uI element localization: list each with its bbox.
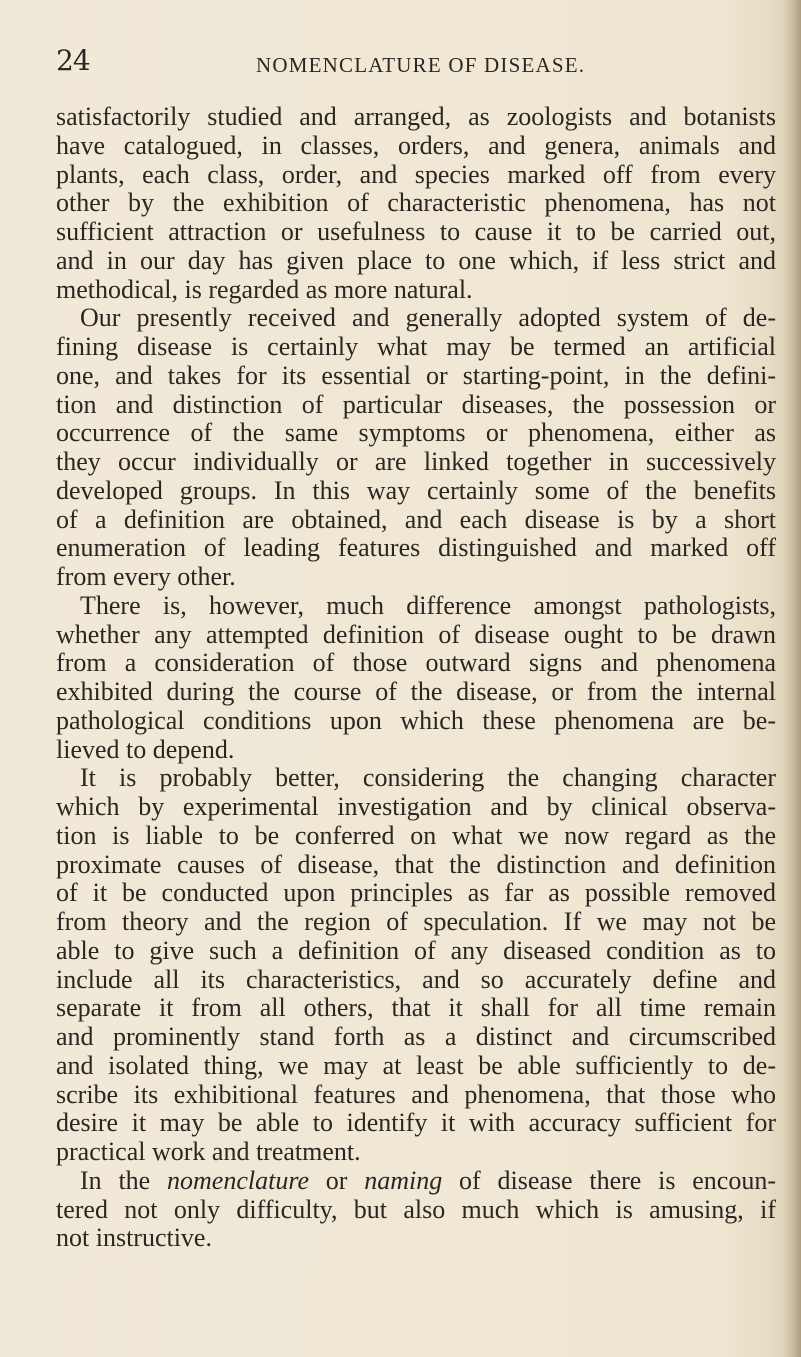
text-line: and prominently stand forth as a distinct and circumscribed (56, 1022, 776, 1051)
italic-term-naming: naming (364, 1165, 443, 1195)
text-line: whether any attempted definition of disease ought to be drawn (56, 619, 776, 649)
text-line: enumeration of leading features distinguished and marked off (56, 533, 776, 563)
text-line: lieved to depend. (56, 734, 235, 764)
text-line: scribe its exhibitional features and phenomena, that those who (56, 1079, 776, 1109)
text-line: other by the exhibition of characteristic phenomena, has not (56, 188, 776, 218)
text-line: separate it from all others, that it shall for all time remain (56, 993, 776, 1023)
text-line: methodical, is regarded as more natural. (56, 274, 473, 304)
text-line: proximate causes of disease, that the distinction and definition (56, 849, 776, 879)
text-line: fining disease is certainly what may be termed an artificial (56, 332, 776, 361)
running-head: NOMENCLATURE OF DISEASE. (256, 53, 586, 77)
italic-term-nomenclature: nomenclature (167, 1165, 310, 1195)
text-line: they occur individually or are linked together in successively (56, 447, 776, 476)
page-number: 24 (56, 44, 90, 77)
text-line: pathological conditions upon which these phenomena are be- (56, 705, 776, 735)
text-line: satisfactorily studied and arranged, as zoologists and botanists (56, 102, 776, 131)
text-line: developed groups. In this way certainly some of the benefits (56, 475, 776, 505)
text-line: have catalogued, in classes, orders, and genera, animals and (56, 130, 776, 160)
text-fragment: of disease there is encoun- (442, 1165, 777, 1195)
text-line: one, and takes for its essential or starting-point, in the defini- (56, 360, 776, 390)
text-line: from theory and the region of speculation. If we may not be (56, 907, 776, 936)
text-line: practical work and treatment. (56, 1137, 361, 1166)
text-line: occurrence of the same symptoms or phenomena, either as (56, 418, 776, 448)
text-fragment: or (309, 1165, 365, 1195)
page-edge-shadow (783, 0, 801, 1357)
text-line: include all its characteristics, and so accurately define and (56, 964, 776, 994)
text-line: not instructive. (56, 1223, 212, 1253)
text-line: which by experimental investigation and by clinical observa- (56, 792, 776, 821)
text-line: from a consideration of those outward signs and phenomena (56, 648, 776, 678)
text-line: tered not only difficulty, but also much which is amusing, if (56, 1194, 776, 1224)
text-line: of a definition are obtained, and each disease is by a short (56, 504, 776, 534)
text-line: able to give such a definition of any diseased condition as to (56, 935, 776, 965)
text-line: desire it may be able to identify it with accuracy sufficient for (56, 1108, 776, 1138)
text-line: It is probably better, considering the changing character (80, 763, 776, 793)
text-line: plants, each class, order, and species marked off from every (56, 159, 776, 189)
text-line: There is, however, much difference amongst pathologists, (80, 590, 776, 620)
text-line: tion and distinction of particular diseases, the possession or (56, 389, 776, 419)
text-line: exhibited during the course of the disease, or from the internal (56, 677, 776, 706)
text-line: from every other. (56, 562, 236, 591)
text-line: and in our day has given place to one which, if less strict and (56, 245, 776, 275)
text-line (56, 1167, 776, 1196)
body-text (56, 103, 776, 1253)
text-line: of it be conducted upon principles as far as possible removed (56, 878, 776, 908)
text-fragment: In the (80, 1165, 168, 1195)
text-line: Our presently received and generally adopted system of de- (80, 303, 776, 333)
text-line: tion is liable to be conferred on what we now regard as the (56, 820, 776, 850)
text-line: and isolated thing, we may at least be able sufficiently to de- (56, 1050, 776, 1080)
text-line: sufficient attraction or usefulness to cause it to be carried out, (56, 217, 776, 246)
